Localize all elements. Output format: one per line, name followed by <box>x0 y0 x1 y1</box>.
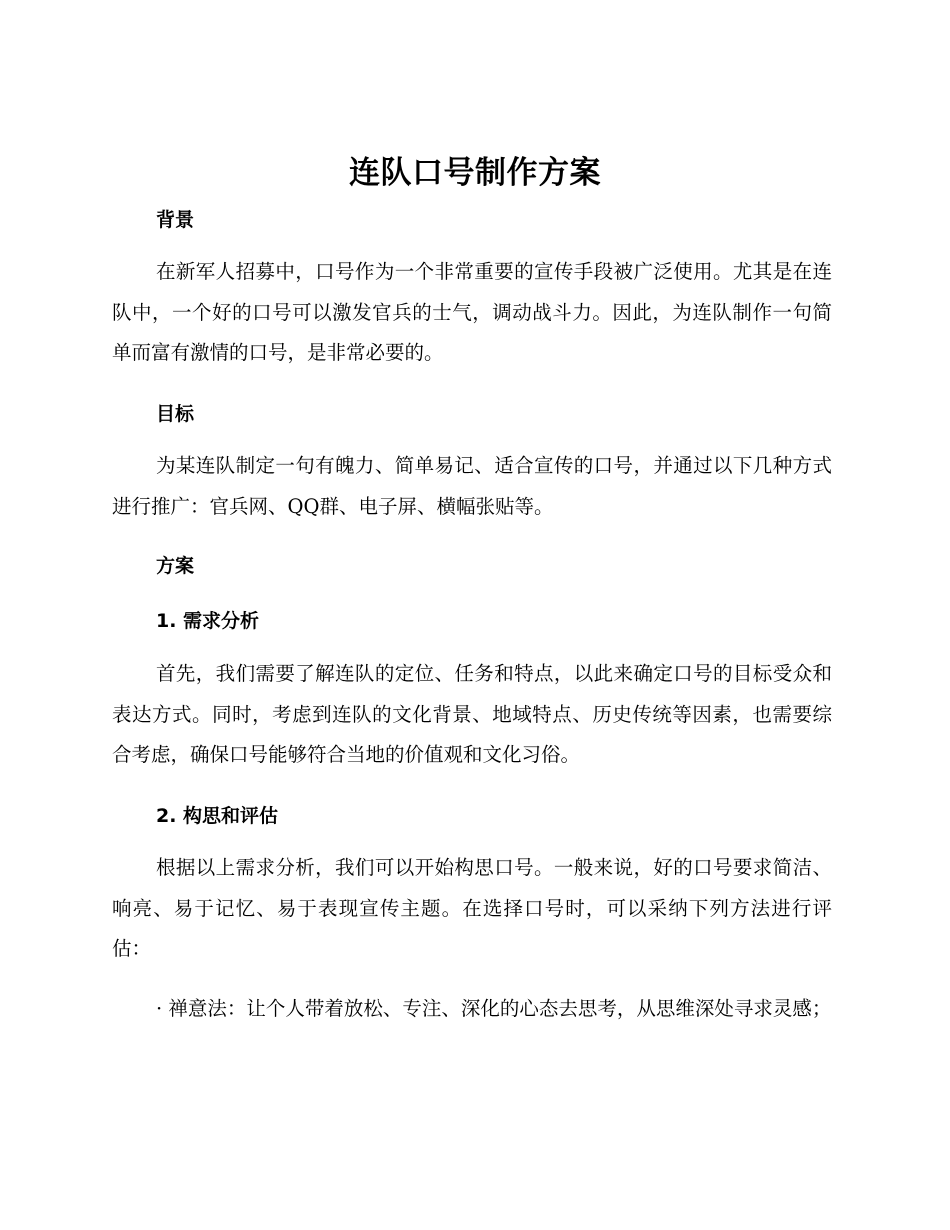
subsection-heading-requirements: 1. 需求分析 <box>156 610 260 632</box>
section-heading-plan: 方案 <box>156 555 195 577</box>
bullet-item-zen-method: · 禅意法：让个人带着放松、专注、深化的心态去思考，从思维深处寻求灵感； <box>156 997 832 1020</box>
paragraph-concept: 根据以上需求分析，我们可以开始构思口号。一般来说，好的口号要求简洁、响亮、易于记忆、易于表现宣传主题。在选择口号时，可以采纳下列方法进行评估： <box>112 856 832 960</box>
paragraph-background: 在新军人招募中，口号作为一个非常重要的宣传手段被广泛使用。尤其是在连队中，一个好的口号可以激发官兵的士气，调动战斗力。因此，为连队制作一句简单而富有激情的口号，是非常必要的。 <box>112 260 832 364</box>
paragraph-requirements: 首先，我们需要了解连队的定位、任务和特点，以此来确定口号的目标受众和表达方式。同时，考虑到连队的文化背景、地域特点、历史传统等因素，也需要综合考虑，确保口号能够符合当地的价值观和文化习俗。 <box>112 662 832 766</box>
subsection-heading-concept: 2. 构思和评估 <box>156 805 279 827</box>
document-title: 连队口号制作方案 <box>349 155 601 191</box>
paragraph-goal: 为某连队制定一句有魄力、简单易记、适合宣传的口号，并通过以下几种方式进行推广：官兵网、QQ群、电子屏、横幅张贴等。 <box>112 454 832 518</box>
section-heading-background: 背景 <box>156 209 195 231</box>
section-heading-goal: 目标 <box>156 403 195 425</box>
